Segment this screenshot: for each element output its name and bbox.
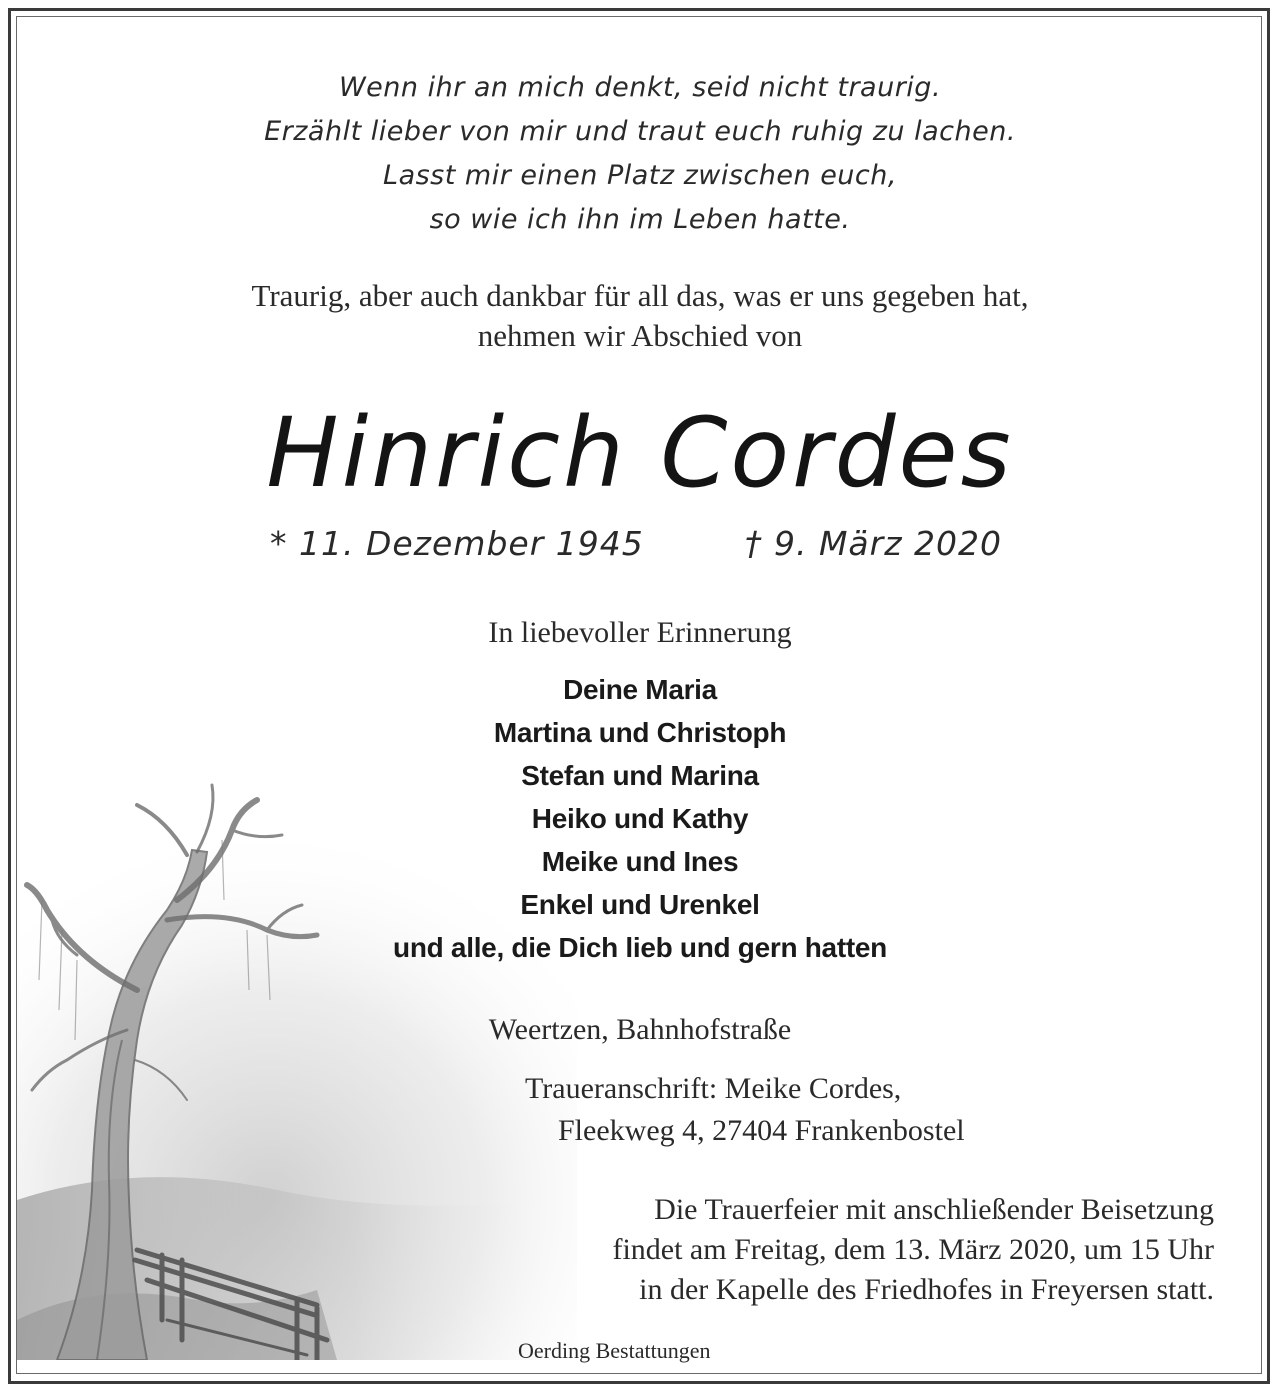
address-line: Traueranschrift: Meike Cordes,	[525, 1072, 902, 1105]
funeral-notice	[612, 1190, 1214, 1310]
poem-line: Erzählt lieber von mir und traut euch ruhig zu lachen.	[264, 116, 1016, 147]
memory-heading: In liebevoller Erinnerung	[488, 616, 792, 649]
family-entry: und alle, die Dich lieb und gern hatten	[393, 932, 887, 963]
poem	[0, 66, 1280, 242]
family-entry: Martina und Christoph	[493, 717, 787, 748]
intro-line: Traurig, aber auch dankbar für all das, was er uns gegeben hat,	[251, 278, 1029, 313]
family-entry: Enkel und Urenkel	[520, 889, 760, 920]
intro-text	[0, 276, 1280, 356]
death-date: † 9. März 2020	[745, 524, 1003, 563]
funeral-line: in der Kapelle des Friedhofes in Freyersen statt.	[639, 1273, 1214, 1306]
family-list	[0, 668, 1280, 969]
undertaker-name: Oerding Bestattungen	[518, 1338, 711, 1363]
funeral-line: findet am Freitag, dem 13. März 2020, um 15 Uhr	[612, 1233, 1214, 1266]
mourning-address	[525, 1068, 965, 1152]
family-entry: Heiko und Kathy	[531, 803, 749, 834]
intro-line: nehmen wir Abschied von	[477, 318, 803, 353]
family-entry: Stefan und Marina	[521, 760, 759, 791]
birth-date: * 11. Dezember 1945	[270, 524, 644, 563]
address-line: Fleekweg 4, 27404 Frankenbostel	[558, 1114, 965, 1147]
funeral-line: Die Trauerfeier mit anschließender Beisetzung	[654, 1193, 1214, 1226]
poem-line: Lasst mir einen Platz zwischen euch,	[383, 160, 897, 191]
family-entry: Meike und Ines	[541, 846, 739, 877]
poem-line: so wie ich ihn im Leben hatte.	[429, 204, 851, 235]
residence: Weertzen, Bahnhofstraße	[488, 1013, 792, 1046]
family-entry: Deine Maria	[563, 674, 717, 705]
deceased-name: Hinrich Cordes	[266, 397, 1014, 509]
poem-line: Wenn ihr an mich denkt, seid nicht traurig.	[338, 72, 942, 103]
